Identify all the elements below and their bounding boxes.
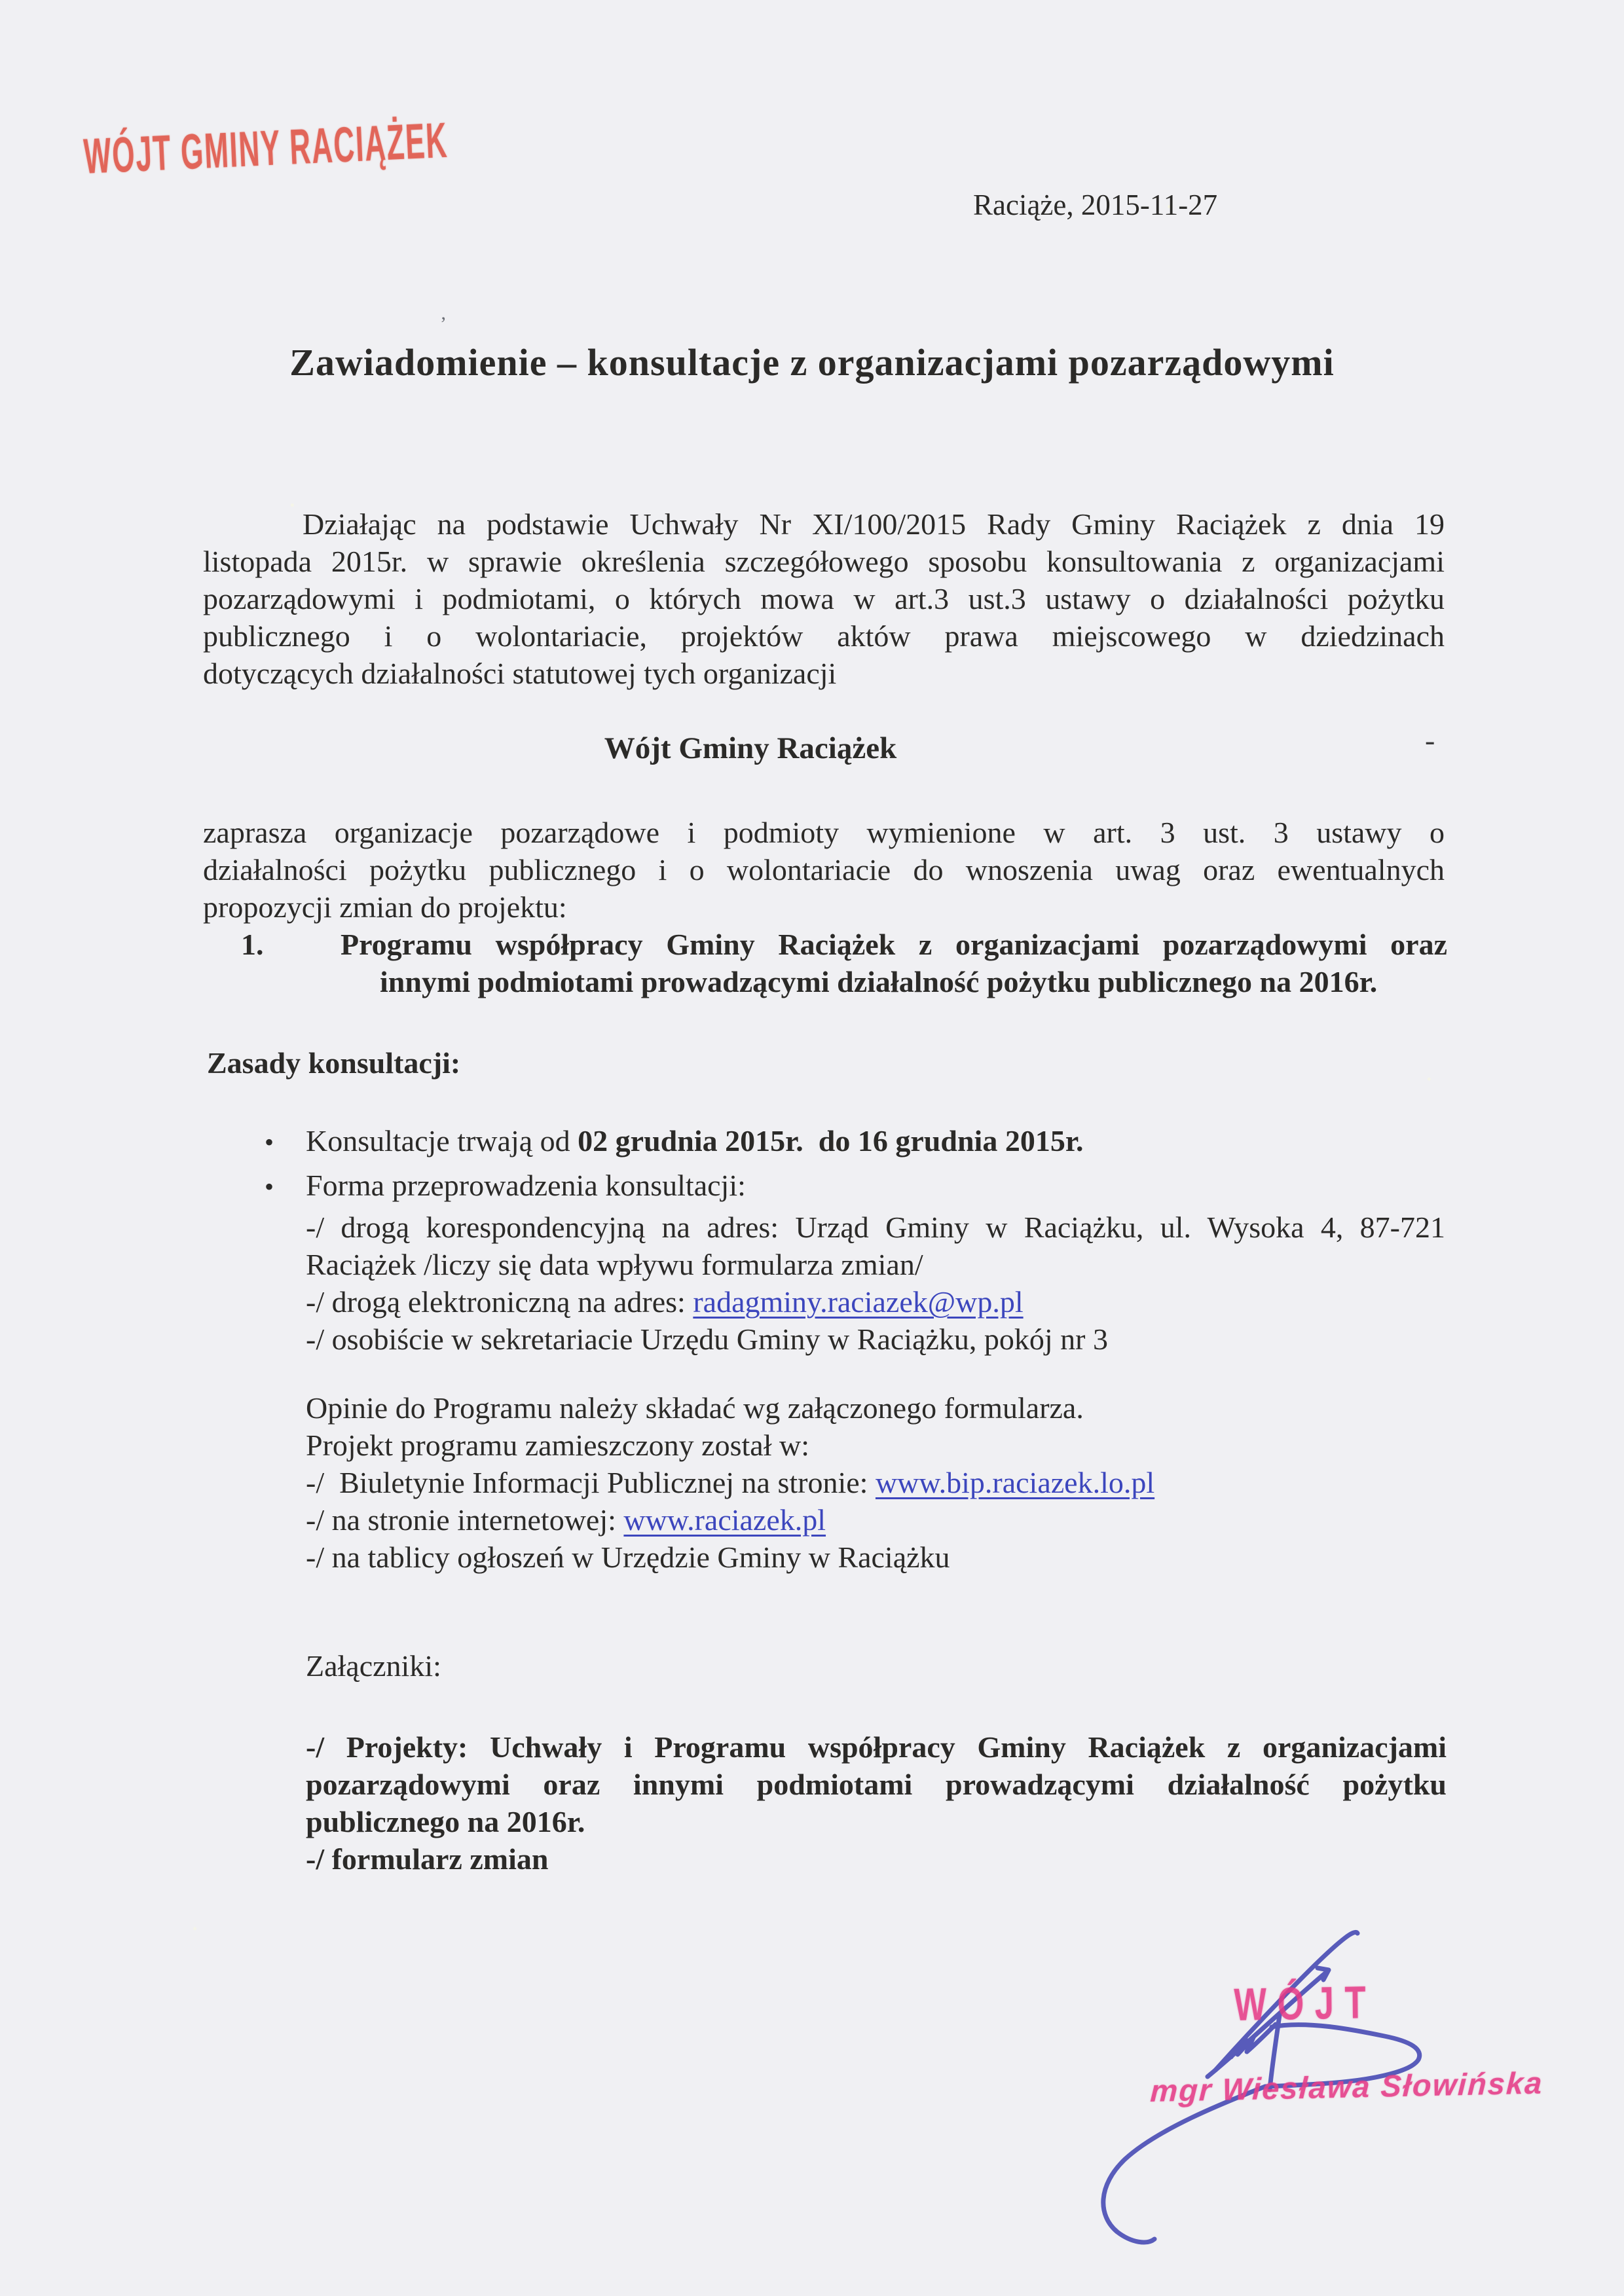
- publication-info: [306, 1389, 1445, 1576]
- email-link[interactable]: radagminy.raciazek@wp.pl: [693, 1285, 1024, 1319]
- document-title: Zawiadomienie – konsultacje z organizacjami pozarządowymi: [289, 341, 1335, 384]
- info-line-opinions: Opinie do Programu należy składać wg załączonego formularza.: [306, 1391, 1084, 1425]
- para1-line: dotyczących działalności statutowej tych organizacji: [203, 657, 837, 690]
- para1-line: Działając na podstawie Uchwały Nr XI/100/2015 Rady Gminy Raciążek z dnia 19: [303, 507, 1445, 541]
- attachments-list: [306, 1728, 1447, 1878]
- bullet-marker: •: [265, 1127, 274, 1157]
- bullet2-text: Forma przeprowadzenia konsultacji:: [306, 1169, 746, 1202]
- office-red-stamp: WÓJT GMINY RACIĄŻEK: [83, 112, 449, 185]
- method-email-line: [306, 1283, 1445, 1321]
- section-heading-zasady: Zasady konsultacji:: [207, 1046, 461, 1080]
- attachment-line: publicznego na 2016r.: [306, 1805, 585, 1838]
- attachment-line: pozarządowymi oraz innymi podmiotami prowadzącymi działalność pożytku: [306, 1768, 1447, 1801]
- method-mail-line: -/ drogą korespondencyjną na adres: Urząd Gminy w Raciążku, ul. Wysoka 4, 87-721: [306, 1211, 1445, 1244]
- para2-line: działalności pożytku publicznego i o wolontariacie do wnoszenia uwag oraz ewentualnych: [203, 853, 1445, 886]
- mayor-stamp-name: mgr Wiesława Słowińska: [1149, 2065, 1544, 2109]
- info-line-project: Projekt programu zamieszczony został w:: [306, 1429, 809, 1462]
- info-line-board: -/ na tablicy ogłoszeń w Urzędzie Gminy w Raciążku: [306, 1540, 950, 1574]
- list-item-program: [341, 926, 1447, 1000]
- site-prefix: -/ na stronie internetowej:: [306, 1503, 624, 1537]
- stray-dash-mark: -: [1425, 723, 1435, 757]
- bip-prefix: -/ Biuletynie Informacji Publicznej na stronie:: [306, 1466, 876, 1499]
- attachments-heading: Załączniki:: [306, 1649, 441, 1683]
- paragraph-legal-basis: [203, 505, 1445, 692]
- info-line-site: [306, 1501, 1445, 1539]
- site-link[interactable]: www.raciazek.pl: [623, 1503, 826, 1537]
- attachment-line: -/ formularz zmian: [306, 1842, 549, 1876]
- para2-line: propozycji zmian do projektu:: [203, 890, 567, 924]
- attachment-line: -/ Projekty: Uchwały i Programu współpracy Gminy Raciążek z organizacjami: [306, 1730, 1447, 1764]
- bullet-item-dates: [265, 1122, 1450, 1161]
- mayor-stamp-title: WÓJT: [1234, 1976, 1377, 2030]
- para1-line: listopada 2015r. w sprawie określenia szczegółowego sposobu konsultowania z organizacjami: [203, 545, 1445, 578]
- bullet1-date-start: 02 grudnia 2015r.: [578, 1124, 803, 1157]
- bullet-item-forma: [265, 1167, 1450, 1205]
- date-line: Raciąże, 2015-11-27: [973, 189, 1218, 221]
- method-mail-line: Raciążek /liczy się data wpływu formularza zmian/: [306, 1248, 923, 1281]
- item1-line: innymi podmiotami prowadzącymi działalność pożytku publicznego na 2016r.: [380, 965, 1378, 998]
- heading-wojt-gminy: Wójt Gminy Raciążek: [604, 731, 897, 765]
- consultation-methods: [306, 1209, 1445, 1358]
- scan-speck: ’: [440, 313, 447, 335]
- item1-line: Programu współpracy Gminy Raciążek z organizacjami pozarządowymi oraz: [341, 928, 1447, 961]
- paragraph-invitation: [203, 814, 1445, 926]
- info-line-bip: [306, 1464, 1445, 1501]
- bullet1-date-end: 16 grudnia 2015r.: [857, 1124, 1084, 1157]
- para2-line: zaprasza organizacje pozarządowe i podmioty wymienione w art. 3 ust. 3 ustawy o: [203, 816, 1445, 849]
- method-email-prefix: -/ drogą elektroniczną na adres:: [306, 1285, 693, 1319]
- bullet1-text-mid: do: [803, 1124, 858, 1157]
- method-inperson-line: -/ osobiście w sekretariacie Urzędu Gminy w Raciążku, pokój nr 3: [306, 1322, 1108, 1356]
- bullet1-text-pre: Konsultacje trwają od: [306, 1124, 578, 1157]
- list-number: 1.: [241, 928, 264, 961]
- para1-line: publicznego i o wolontariacie, projektów aktów prawa miejscowego w dziedzinach: [203, 619, 1445, 653]
- bullet-marker: •: [265, 1172, 274, 1201]
- para1-line: pozarządowymi i podmiotami, o których mowa w art.3 ust.3 ustawy o działalności pożytku: [203, 582, 1445, 615]
- bip-link[interactable]: www.bip.raciazek.lo.pl: [875, 1466, 1155, 1499]
